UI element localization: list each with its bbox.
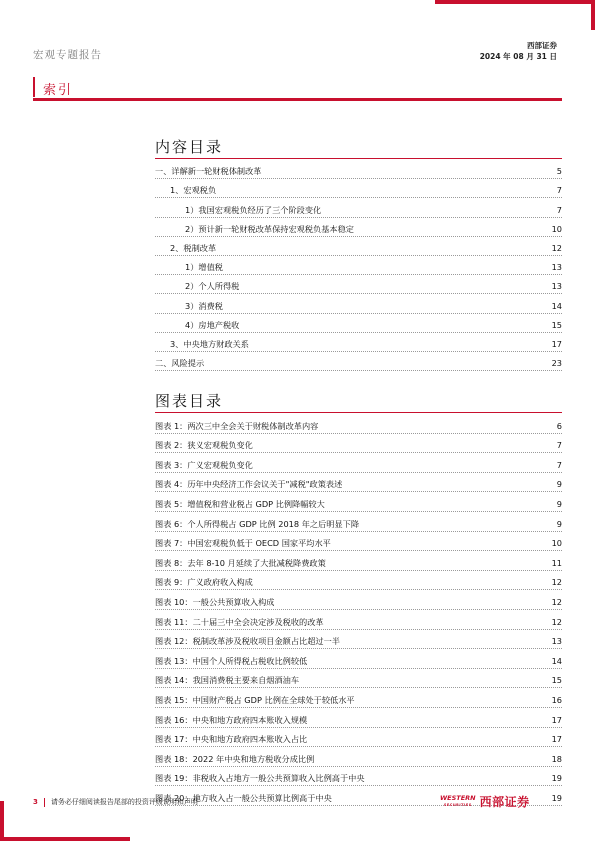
figure-entry[interactable] [155, 610, 562, 630]
entry-label: 图表 19：非税收入占地方一般公共预算收入比例高于中央 [155, 773, 365, 784]
entry-page-number: 11 [551, 557, 562, 568]
entry-label: 图表 5：增值税和营业税占 GDP 比例降幅较大 [155, 498, 325, 509]
entry-page-number: 13 [551, 262, 562, 273]
figure-entry[interactable] [155, 649, 562, 669]
figure-entry[interactable] [155, 688, 562, 708]
figure-entry[interactable] [155, 571, 562, 591]
entry-label: 3、中央地方财政关系 [170, 338, 249, 349]
toc-entry[interactable] [155, 275, 562, 294]
entry-page-number: 13 [551, 281, 562, 292]
entry-page-number: 23 [551, 358, 562, 369]
entry-label: 1、宏观税负 [170, 185, 217, 196]
entry-page-number: 14 [551, 300, 562, 311]
figures-list [155, 414, 562, 806]
toc-entry[interactable] [155, 218, 562, 237]
entry-label: 图表 20：地方收入占一般公共预算比例高于中央 [155, 792, 332, 803]
entry-page-number: 5 [556, 166, 562, 177]
company-name: 西部证券 [527, 41, 557, 50]
page-number: 3 [33, 798, 38, 806]
entry-label: 1）增值税 [185, 262, 223, 273]
corner-decoration-bottom-left [0, 801, 130, 841]
figure-entry[interactable] [155, 512, 562, 532]
entry-page-number: 9 [556, 479, 562, 490]
report-type-label: 宏观专题报告 [33, 49, 102, 61]
entry-label: 图表 12：税制改革涉及税收项目金额占比超过一半 [155, 636, 340, 647]
figure-entry[interactable] [155, 532, 562, 552]
entry-page-number: 12 [551, 577, 562, 588]
entry-label: 图表 14：我国消费税主要来自烟酒油车 [155, 675, 300, 686]
contents-heading-rule [155, 158, 562, 159]
report-date: 2024 年 08 月 31 日 [479, 52, 557, 61]
entry-page-number: 10 [551, 223, 562, 234]
entry-label: 2、税制改革 [170, 242, 217, 253]
entry-label: 3）消费税 [185, 300, 223, 311]
toc-entry[interactable] [155, 333, 562, 352]
entry-page-number: 9 [556, 498, 562, 509]
entry-label: 图表 1：两次三中全会关于财税体制改革内容 [155, 420, 319, 431]
entry-page-number: 7 [556, 185, 562, 196]
entry-page-number: 16 [551, 694, 562, 705]
toc-entry[interactable] [155, 237, 562, 256]
entry-page-number: 10 [551, 538, 562, 549]
figures-heading-rule [155, 412, 562, 413]
figures-heading: 图表目录 [155, 392, 224, 410]
figure-entry[interactable] [155, 767, 562, 787]
entry-label: 1）我国宏观税负经历了三个阶段变化 [185, 204, 322, 215]
logo-english: WESTERN [440, 793, 476, 802]
figure-entry[interactable] [155, 630, 562, 650]
footer-disclaimer: 请务必仔细阅读报告尾部的投资评级说明和声明 [50, 798, 198, 806]
entry-label: 图表 7：中国宏观税负低于 OECD 国家平均水平 [155, 538, 331, 549]
entry-page-number: 14 [551, 655, 562, 666]
page-footer [33, 797, 198, 807]
figure-entry[interactable] [155, 747, 562, 767]
entry-label: 2）预计新一轮财税改革保持宏观税负基本稳定 [185, 223, 354, 234]
entry-label: 图表 6：个人所得税占 GDP 比例 2018 年之后明显下降 [155, 518, 360, 529]
header-meta [480, 40, 557, 62]
entry-page-number: 7 [556, 204, 562, 215]
toc-entry[interactable] [155, 198, 562, 217]
entry-page-number: 15 [551, 319, 562, 330]
entry-page-number: 13 [551, 636, 562, 647]
entry-label: 图表 16：中央和地方政府四本账收入规模 [155, 714, 308, 725]
entry-label: 4）房地产税收 [185, 319, 240, 330]
entry-page-number: 15 [551, 675, 562, 686]
toc-entry[interactable] [155, 352, 562, 371]
entry-label: 图表 10：一般公共预算收入构成 [155, 596, 275, 607]
entry-label: 图表 9：广义政府收入构成 [155, 577, 253, 588]
toc-entry[interactable] [155, 179, 562, 198]
entry-label: 图表 11：二十届三中全会决定涉及税收的改革 [155, 616, 324, 627]
entry-page-number: 18 [551, 753, 562, 764]
entry-label: 二、风险提示 [155, 358, 205, 369]
entry-label: 图表 15：中国财产税占 GDP 比例在全球处于较低水平 [155, 694, 355, 705]
figure-entry[interactable] [155, 708, 562, 728]
logo-chinese: 西部证券 [479, 795, 530, 809]
entry-page-number: 19 [551, 792, 562, 803]
contents-heading: 内容目录 [155, 138, 224, 156]
toc-entry[interactable] [155, 314, 562, 333]
entry-label: 图表 4：历年中央经济工作会议关于"减税"政策表述 [155, 479, 343, 490]
section-marker [33, 77, 35, 97]
entry-label: 一、详解新一轮财税体制改革 [155, 166, 262, 177]
contents-list [155, 160, 562, 371]
figure-entry[interactable] [155, 669, 562, 689]
entry-page-number: 9 [556, 518, 562, 529]
entry-page-number: 19 [551, 773, 562, 784]
figure-entry[interactable] [155, 590, 562, 610]
figure-entry[interactable] [155, 434, 562, 454]
toc-entry[interactable] [155, 256, 562, 275]
section-header [33, 75, 562, 101]
company-logo [440, 793, 530, 810]
footer-divider [44, 798, 45, 807]
toc-entry[interactable] [155, 160, 562, 179]
entry-page-number: 7 [556, 459, 562, 470]
entry-page-number: 17 [551, 338, 562, 349]
entry-label: 图表 3：广义宏观税负变化 [155, 459, 253, 470]
entry-page-number: 12 [551, 596, 562, 607]
figure-entry[interactable] [155, 473, 562, 493]
entry-page-number: 12 [551, 616, 562, 627]
entry-page-number: 17 [551, 714, 562, 725]
entry-label: 图表 13：中国个人所得税占税收比例较低 [155, 655, 308, 666]
entry-page-number: 17 [551, 734, 562, 745]
entry-page-number: 12 [551, 242, 562, 253]
entry-label: 2）个人所得税 [185, 281, 240, 292]
figure-entry[interactable] [155, 492, 562, 512]
toc-entry[interactable] [155, 294, 562, 313]
logo-english-sub: SECURITIES [443, 802, 472, 807]
figure-entry[interactable] [155, 728, 562, 748]
entry-label: 图表 18：2022 年中央和地方税收分成比例 [155, 753, 315, 764]
section-title: 索引 [43, 83, 74, 98]
figure-entry[interactable] [155, 453, 562, 473]
figure-entry[interactable] [155, 551, 562, 571]
figure-entry[interactable] [155, 414, 562, 434]
entry-page-number: 6 [556, 420, 562, 431]
entry-label: 图表 2：狭义宏观税负变化 [155, 440, 253, 451]
entry-label: 图表 8：去年 8-10 月延续了大批减税降费政策 [155, 557, 326, 568]
corner-decoration-top-right [435, 0, 595, 30]
entry-page-number: 7 [556, 440, 562, 451]
entry-label: 图表 17：中央和地方政府四本账收入占比 [155, 734, 308, 745]
logo-mark [440, 795, 476, 809]
